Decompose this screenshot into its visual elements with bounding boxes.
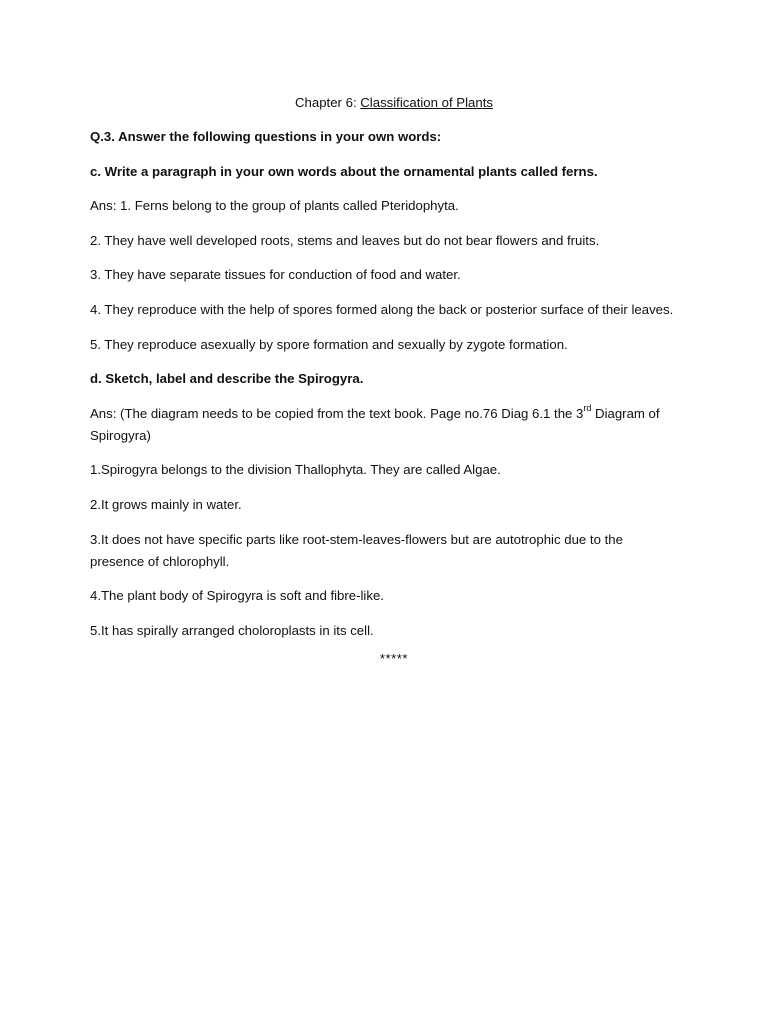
answer-d-5: 5.It has spirally arranged choloroplasts in its cell.: [90, 622, 374, 638]
end-mark: *****: [379, 651, 409, 667]
note-text: Ans: (The diagram needs to be copied from the text book. Page no.76 Diag 6.1 the 3: [90, 405, 584, 421]
answer-d-2: 2.It grows mainly in water.: [90, 496, 242, 512]
question-d: d. Sketch, label and describe the Spirogyra.: [90, 371, 364, 387]
answer-c-4: 4. They reproduce with the help of spores formed along the back or posterior surface of their leaves.: [90, 301, 674, 317]
answer-c-5: 5. They reproduce asexually by spore formation and sexually by zygote formation.: [90, 336, 568, 352]
answer-c-1: Ans: 1. Ferns belong to the group of plants called Pteridophyta.: [90, 198, 459, 214]
question-c: c. Write a paragraph in your own words about the ornamental plants called ferns.: [90, 163, 598, 179]
answer-d-note: [90, 403, 680, 447]
answer-d-4: 4.The plant body of Spirogyra is soft and fibre-like.: [90, 588, 384, 604]
chapter-title: Classification of Plants: [360, 95, 493, 110]
chapter-prefix: Chapter 6:: [295, 95, 361, 110]
chapter-heading: [90, 92, 680, 114]
document-page: [90, 92, 680, 679]
answer-d-3: 3.It does not have specific parts like root-stem-leaves-flowers but are autotrophic due to the presence of chlorophyll.: [90, 531, 623, 569]
question-heading: Q.3. Answer the following questions in your own words:: [90, 129, 442, 144]
note-text-end: Diagram of Spirogyra): [90, 405, 660, 443]
answer-d-1: 1.Spirogyra belongs to the division Thallophyta. They are called Algae.: [90, 462, 501, 478]
answer-c-3: 3. They have separate tissues for conduction of food and water.: [90, 267, 461, 283]
ordinal-superscript: rd: [583, 403, 592, 414]
answer-c-2: 2. They have well developed roots, stems and leaves but do not bear flowers and fruits.: [90, 232, 600, 248]
